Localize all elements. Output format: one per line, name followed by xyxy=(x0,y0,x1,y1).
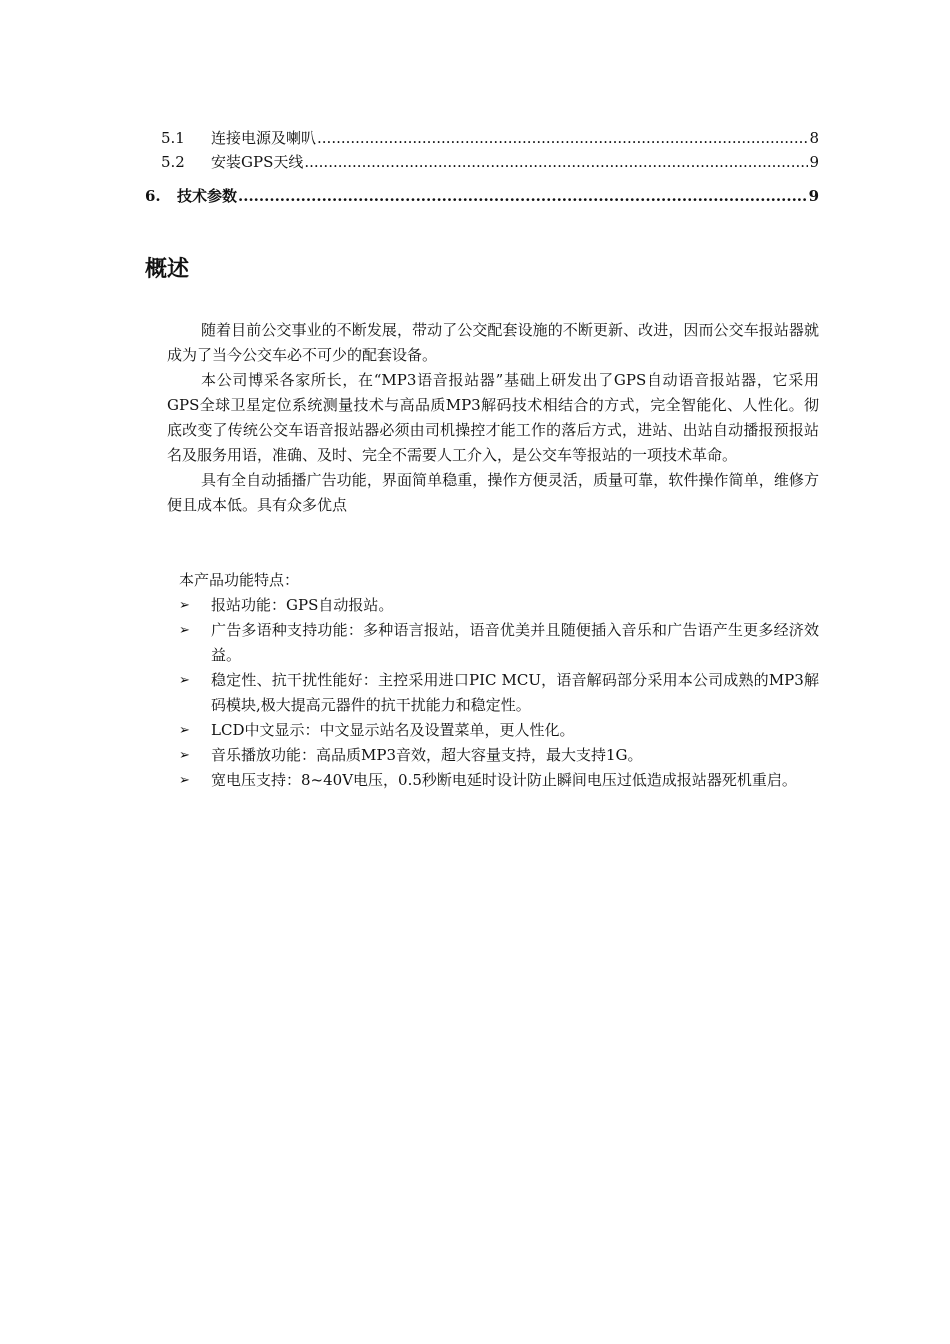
arrow-bullet-icon: ➢ xyxy=(179,623,190,638)
toc-entry-number: 5.2 xyxy=(161,153,185,171)
toc-entry-title: 技术参数 xyxy=(177,187,238,205)
feature-text: 广告多语种支持功能：多种语言报站，语音优美并且随便插入音乐和广告语产生更多经济效益。 xyxy=(211,621,819,664)
toc-entry-number: 6. xyxy=(145,187,161,205)
list-item xyxy=(179,718,819,743)
feature-text: LCD中文显示：中文显示站名及设置菜单，更人性化。 xyxy=(211,721,575,739)
list-item xyxy=(179,668,819,718)
toc-entry-5-2[interactable] xyxy=(145,150,819,174)
list-item xyxy=(179,618,819,668)
feature-list xyxy=(179,593,819,793)
toc-entry-6[interactable] xyxy=(145,184,819,208)
arrow-bullet-icon: ➢ xyxy=(179,598,190,613)
arrow-bullet-icon: ➢ xyxy=(179,673,190,688)
toc-entry-page: 8 xyxy=(809,129,819,147)
list-item xyxy=(179,593,819,618)
features-intro: 本产品功能特点： xyxy=(179,571,300,589)
arrow-bullet-icon: ➢ xyxy=(179,748,190,763)
list-item xyxy=(179,743,819,768)
toc-dot-leader xyxy=(304,150,808,174)
toc-dot-leader xyxy=(238,184,808,208)
paragraph: 本公司博采各家所长，在“MP3语音报站器”基础上研发出了GPS自动语音报站器，它采用GPS全球卫星定位系统测量技术与高品质MP3解码技术相结合的方式，完全智能化、人性化。彻底改变了传统公交车语音报站器必须由司机操控才能工作的落后方式，进站、出站自动播报预报站名及服务用语，准确、及时、完全不需要人工介入，是公交车等报站的一项技术革命。 xyxy=(167,371,819,464)
feature-text: 宽电压支持：8~40V电压，0.5秒断电延时设计防止瞬间电压过低造成报站器死机重启。 xyxy=(211,771,797,789)
overview-body xyxy=(167,318,819,518)
toc-dot-leader xyxy=(317,126,808,150)
toc-entry-page: 9 xyxy=(809,153,819,171)
feature-text: 稳定性、抗干扰性能好：主控采用进口PIC MCU，语音解码部分采用本公司成熟的MP3解码模块,极大提高元器件的抗干扰能力和稳定性。 xyxy=(211,671,819,714)
toc-entry-title: 连接电源及喇叭 xyxy=(211,129,317,147)
list-item xyxy=(179,768,819,793)
toc-entry-5-1[interactable] xyxy=(145,126,819,150)
toc-entry-title: 安装GPS天线 xyxy=(211,153,304,171)
paragraph: 随着目前公交事业的不断发展，带动了公交配套设施的不断更新、改进，因而公交车报站器就成为了当今公交车必不可少的配套设备。 xyxy=(167,321,819,364)
section-heading: 概述 xyxy=(145,257,190,282)
paragraph: 具有全自动插播广告功能，界面简单稳重，操作方便灵活，质量可靠，软件操作简单，维修方便且成本低。具有众多优点 xyxy=(167,471,819,514)
arrow-bullet-icon: ➢ xyxy=(179,723,190,738)
feature-text: 报站功能：GPS自动报站。 xyxy=(211,596,394,614)
toc-entry-number: 5.1 xyxy=(161,129,185,147)
arrow-bullet-icon: ➢ xyxy=(179,773,190,788)
table-of-contents xyxy=(145,126,819,208)
feature-text: 音乐播放功能：高品质MP3音效，超大容量支持，最大支持1G。 xyxy=(211,746,643,764)
toc-entry-page: 9 xyxy=(808,187,819,205)
features-section xyxy=(179,568,819,793)
